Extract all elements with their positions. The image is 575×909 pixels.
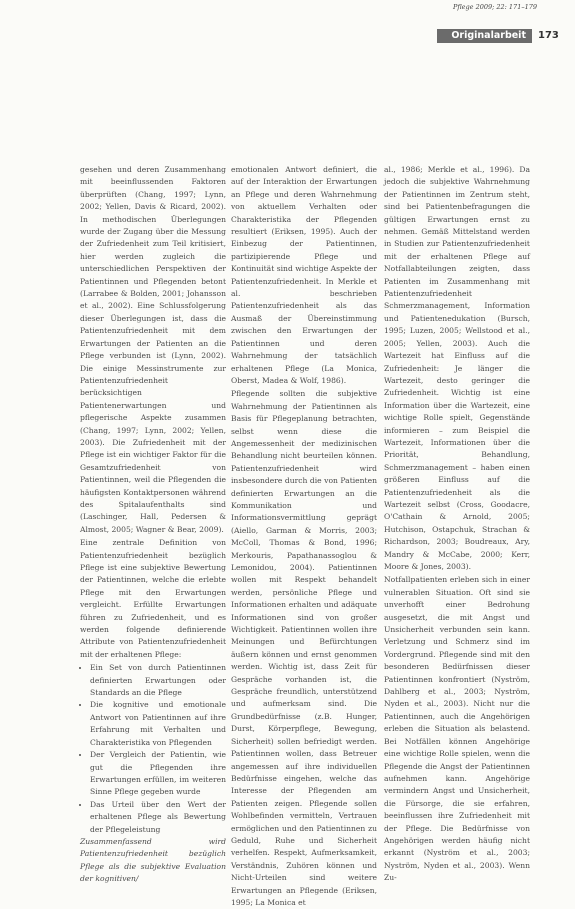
attribute-list xyxy=(80,662,226,836)
text-column-1 xyxy=(80,164,226,884)
paragraph: Eine zentrale Definition von Patientenzufriedenheit bezüglich Pflege ist eine subjektive Bewertung der Patientinnen, welche die erlebte Pflege mit den Erwartungen vergleicht. Erfüllte Erwartungen führen zu Zufriedenheit, und es werden folgende definierende Attribute von Patientenzufriedenheit mit der erhaltenen Pflege: xyxy=(80,538,226,659)
page-number: 173 xyxy=(538,30,559,41)
paragraph: Notfallpatienten erleben sich in einer vulnerablen Situation. Oft sind sie unverhofft einer Bedrohung ausgesetzt, die mit Angst und Unsicherheit verbunden sein kann. Verletzung und Schmerz sind im Vordergrund. Pflegende sind mit den besonderen Bedürfnissen dieser Patientinnen konfrontiert (Nyström, Dahlberg et al., 2003; Nyström, Nyden et al., 2003). Nicht nur die Patientinnen, auch die Angehörigen erleben die Situation als belastend. Bei Notfällen können Angehörige eine wichtige Rolle spielen, wenn die Pflegende die Angst der Patientinnen aufnehmen kann. Angehörige vermindern Angst und Unsicherheit, die Fürsorge, die sie erfahren, beeinflussen ihre Zufriedenheit mit der Pflege. Die Bedürfnisse von Angehörigen werden häufig nicht erkannt (Nyström et al., 2003; Nyström, Nyden et al., 2003). Wenn Zu- xyxy=(384,575,530,883)
list-item: • Der Vergleich der Patientin, wie gut die Pflegenden ihre Erwartungen erfüllen, im weiteren Sinne Pflege gegeben wurde xyxy=(90,749,226,799)
list-item: • Das Urteil über den Wert der erhaltenen Pflege als Bewertung der Pflegeleistung xyxy=(90,799,226,836)
section-label: Originalarbeit xyxy=(437,29,532,43)
list-item: • Ein Set von durch Patientinnen definierten Erwartungen oder Standards an die Pflege xyxy=(90,662,226,699)
paragraph: emotionalen Antwort definiert, die auf der Interaktion der Erwartungen an Pflege und deren Wahrnehmung von aktuellem Verhalten oder Charakteristika der Pflegenden resultiert (Eriksen, 1995). Auch der Einbezug der Patientinnen, partizipierende Pflege und Kontinuität sind wichtige Aspekte der Patientenzufriedenheit. In Merkle et al. beschrieben Patientenzufriedenheit als das Ausmaß der Übereinstimmung zwischen den Erwartungen der Patientinnen und deren Wahrnehmung der tatsächlich erhaltenen Pflege (La Monica, Oberst, Madea & Wolf, 1986). xyxy=(231,165,377,385)
paragraph: Zusammenfassend wird Patientenzufriedenheit bezüglich Pflege als die subjektive Evaluation der kognitiven/ xyxy=(80,836,226,884)
paragraph: al., 1986; Merkle et al., 1996). Da jedoch die subjektive Wahrnehmung der Patientinnen im Zentrum steht, sind bei Patientenbefragungen die gültigen Erwartungen ernst zu nehmen. Gemäß Mittelstand werden in Studien zur Patientenzufriedenheit mit der erhaltenen Pflege auf Notfallabteilungen zeigten, dass Patienten im Zusammenhang mit Patientenzufriedenheit Schmerzmanagement, Information und Patientenedukation (Bursch, 1995; Luzen, 2005; Wellstood et al., 2005; Yellen, 2003). Auch die Wartezeit hat Einfluss auf die Zufriedenheit: Je länger die Wartezeit, desto geringer die Zufriedenheit. Wichtig ist eine Information über die Wartezeit, eine wichtige Rolle spielt, Gegenstände informieren – zum Beispiel die Wartezeit, Informationen über die Priorität, Behandlung, Schmerzmanagement – haben einen größeren Einfluss auf die Patientenzufriedenheit als die Wartezeit selbst (Cross, Goodacre, O'Cathain & Arnold, 2005; Hutchison, Ostapchuk, Strachan & Richardson, 2003; Boudreaux, Ary, Mandry & McCabe, 2000; Kerr, Moore & Jones, 2003). xyxy=(384,165,530,571)
list-item: • Die kognitive und emotionale Antwort von Patientinnen auf ihre Erfahrung mit Verhalten und Charakteristika von Pflegenden xyxy=(90,699,226,749)
journal-citation: Pflege 2009; 22: 171–179 xyxy=(452,3,537,11)
paragraph: Pflegende sollten die subjektive Wahrnehmung der Patientinnen als Basis für Pflegeplanung betrachten, selbst wenn diese die Angemessenheit der medizinischen Behandlung nicht beurteilen können. Patientenzufriedenheit wird insbesondere durch die von Patienten definierten Erwartungen an die Kommunikation und Informationsvermittlung geprägt (Aiello, Garman & Morris, 2003; McColl, Thomas & Bond, 1996; Merkouris, Papathanassoglou & Lemonidou, 2004). Patientinnen wollen mit Respekt behandelt werden, persönliche Pflege und Informationen erhalten und adäquate Informationen sind von großer Wichtigkeit. Patientinnen wollen ihre Meinungen und Befürchtungen äußern können und ernst genommen werden. Wichtig ist, dass Zeit für Gespräche vorhanden ist, die Gespräche freundlich, unterstützend und aufmerksam sind. Die Grundbedürfnisse (z.B. Hunger, Durst, Körperpflege, Bewegung, Sicherheit) sollen befriedigt werden. Patientinnen wollen, dass Betreuer angemessen auf ihre individuellen Bedürfnisse eingehen, welche das Interesse der Pflegenden am Patienten zeigen. Pflegende sollen Wohlbefinden vermitteln, Vertrauen ermöglichen und den Patientinnen zu Geduld, Ruhe und Sicherheit verhelfen. Respekt, Aufmerksamkeit, Verständnis, Zuhören können und Nicht-Urteilen sind weitere Erwartungen an Pflegende (Eriksen, 1995; La Monica et xyxy=(231,389,377,907)
text-column-2 xyxy=(231,164,377,907)
text-column-3 xyxy=(384,164,530,883)
paragraph: gesehen und deren Zusammenhang mit beeinflussenden Faktoren überprüften (Chang, 1997; Lynn, 2002; Yellen, Davis & Ricard, 2002). In methodischen Überlegungen wurde der Zugang über die Messung der Zufriedenheit zum Teil kritisiert, hier werden zugleich die unterschiedlichen Perspektiven der Patientinnen und Pflegenden betont (Larrabee & Bolden, 2001; Johansson et al., 2002). Eine Schlussfolgerung dieser Überlegungen ist, dass die Patientenzufriedenheit mit dem Erwartungen der Patienten an die Pflege verbunden ist (Lynn, 2002). Die einige Messinstrumente zur Patientenzufriedenheit berücksichtigen Patientenerwartungen und pflegerische Aspekte zusammen (Chang, 1997; Lynn, 2002; Yellen, 2003). Die Zufriedenheit mit der Pflege ist ein wichtiger Faktor für die Gesamtzufriedenheit von Patientinnen, weil die Pflegenden die häufigsten Kontaktpersonen während des Spitalaufenthalts sind (Laschinger, Hall, Pedersen & Almost, 2005; Wagner & Bear, 2009). xyxy=(80,165,226,534)
